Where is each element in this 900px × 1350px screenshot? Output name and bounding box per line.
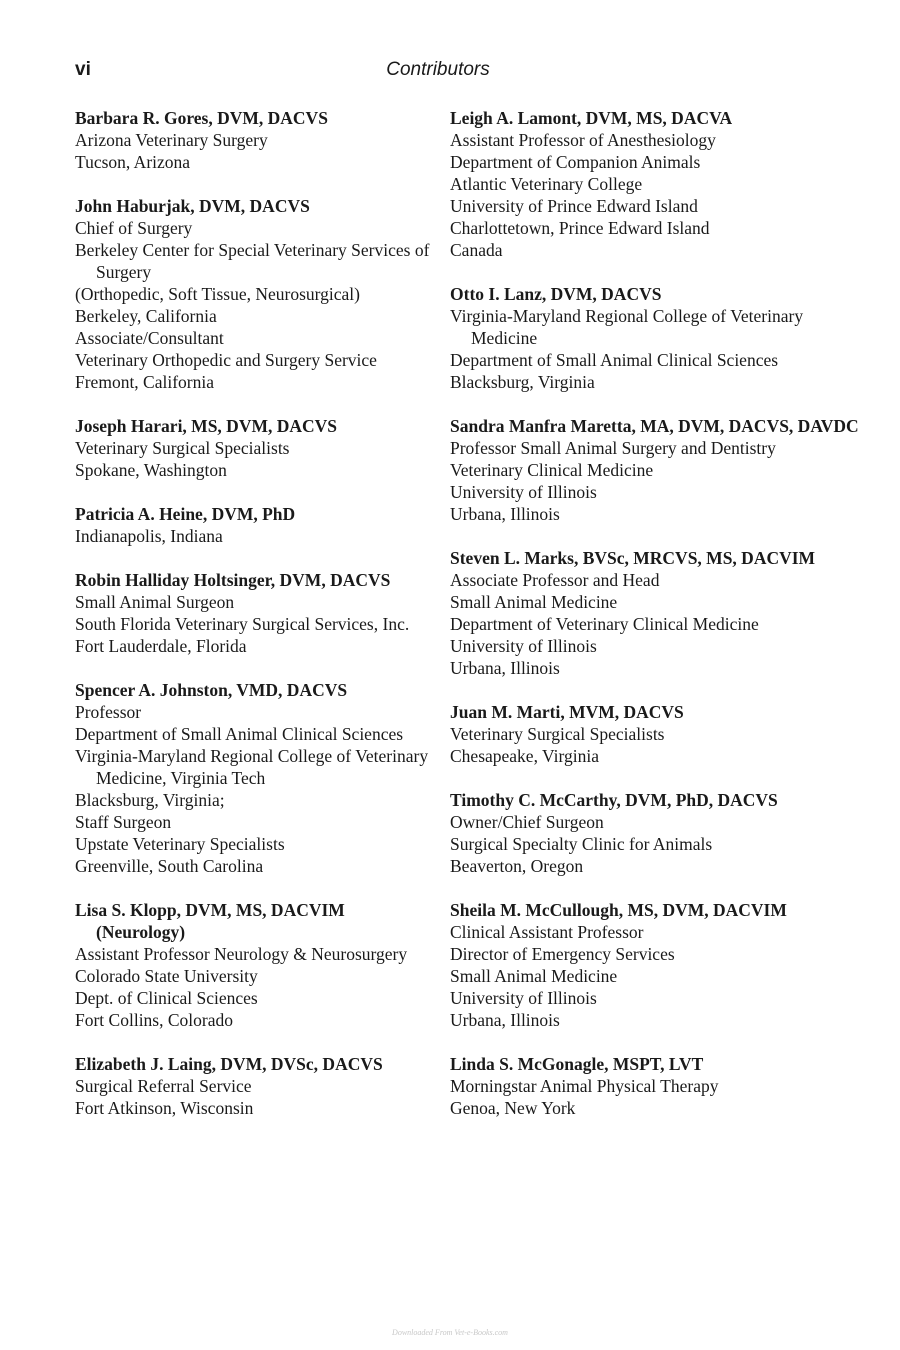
- contributor-affiliation-line: Canada: [450, 240, 503, 260]
- contributor-affiliation-line: Owner/Chief Surgeon: [450, 812, 604, 832]
- contributor-affiliation-line: Chief of Surgery: [75, 218, 193, 238]
- contributor-entry: [450, 107, 870, 261]
- contributor-entry: [75, 503, 435, 547]
- contributor-name: Juan M. Marti, MVM, DACVS: [450, 702, 684, 722]
- contributor-affiliation-line: Charlottetown, Prince Edward Island: [450, 218, 710, 238]
- contributor-entry: [75, 899, 435, 1031]
- contributor-affiliation-line: Berkeley Center for Special Veterinary Services of Surgery: [75, 240, 430, 282]
- contributor-name: Barbara R. Gores, DVM, DACVS: [75, 108, 328, 128]
- contributor-name: Spencer A. Johnston, VMD, DACVS: [75, 680, 348, 700]
- contributor-name: Timothy C. McCarthy, DVM, PhD, DACVS: [450, 790, 778, 810]
- contributor-affiliation-line: Clinical Assistant Professor: [450, 922, 644, 942]
- contributor-affiliation-line: Atlantic Veterinary College: [450, 174, 643, 194]
- contributor-affiliation-line: Virginia-Maryland Regional College of Veterinary Medicine, Virginia Tech: [75, 746, 429, 788]
- contributor-affiliation-line: Veterinary Surgical Specialists: [75, 438, 290, 458]
- contributor-affiliation-line: Berkeley, California: [75, 306, 217, 326]
- contributor-affiliation-line: Department of Small Animal Clinical Sciences: [450, 350, 779, 370]
- contributor-affiliation-line: University of Illinois: [450, 482, 597, 502]
- contributor-name: Leigh A. Lamont, DVM, MS, DACVA: [450, 108, 733, 128]
- contributor-affiliation-line: Fremont, California: [75, 372, 215, 392]
- contributor-affiliation-line: Urbana, Illinois: [450, 504, 560, 524]
- contributor-name: Linda S. McGonagle, MSPT, LVT: [450, 1054, 704, 1074]
- contributor-name: Sandra Manfra Maretta, MA, DVM, DACVS, DAVDC: [450, 416, 859, 436]
- contributor-affiliation-line: Veterinary Surgical Specialists: [450, 724, 665, 744]
- contributor-affiliation-line: Professor: [75, 702, 142, 722]
- contributor-entry: [450, 415, 870, 525]
- contributor-affiliation-line: Urbana, Illinois: [450, 1010, 560, 1030]
- contributor-affiliation-line: Department of Companion Animals: [450, 152, 701, 172]
- contributor-entry: [450, 283, 870, 393]
- contributor-affiliation-line: University of Prince Edward Island: [450, 196, 698, 216]
- contributor-affiliation-line: Tucson, Arizona: [75, 152, 191, 172]
- contributor-affiliation-line: Associate/Consultant: [75, 328, 224, 348]
- contributor-name: Elizabeth J. Laing, DVM, DVSc, DACVS: [75, 1054, 383, 1074]
- contributor-affiliation-line: Beaverton, Oregon: [450, 856, 584, 876]
- contributor-affiliation-line: Staff Surgeon: [75, 812, 172, 832]
- contributors-column-right: [450, 107, 870, 1141]
- contributor-affiliation-line: Fort Atkinson, Wisconsin: [75, 1098, 254, 1118]
- contributor-name: John Haburjak, DVM, DACVS: [75, 196, 310, 216]
- contributor-affiliation-line: Fort Lauderdale, Florida: [75, 636, 247, 656]
- contributor-name: Joseph Harari, MS, DVM, DACVS: [75, 416, 338, 436]
- contributor-affiliation-line: Surgical Specialty Clinic for Animals: [450, 834, 713, 854]
- contributor-name: Sheila M. McCullough, MS, DVM, DACVIM: [450, 900, 787, 920]
- contributor-affiliation-line: Department of Veterinary Clinical Medicine: [450, 614, 759, 634]
- contributor-entry: [75, 195, 435, 393]
- contributor-affiliation-line: University of Illinois: [450, 988, 597, 1008]
- contributor-affiliation-line: Small Animal Medicine: [450, 966, 618, 986]
- contributor-affiliation-line: Genoa, New York: [450, 1098, 576, 1118]
- contributor-affiliation-line: Indianapolis, Indiana: [75, 526, 223, 546]
- contributors-column-left: [75, 107, 435, 1141]
- contributor-affiliation-line: (Orthopedic, Soft Tissue, Neurosurgical): [75, 284, 360, 304]
- contributor-affiliation-line: Veterinary Clinical Medicine: [450, 460, 654, 480]
- footer-watermark: Downloaded From Vet-e-Books.com: [392, 1328, 508, 1337]
- contributor-affiliation-line: Morningstar Animal Physical Therapy: [450, 1076, 719, 1096]
- contributor-affiliation-line: Blacksburg, Virginia;: [75, 790, 225, 810]
- contributor-affiliation-line: Blacksburg, Virginia: [450, 372, 595, 392]
- contributor-affiliation-line: Director of Emergency Services: [450, 944, 675, 964]
- contributor-entry: [75, 415, 435, 481]
- contributor-entry: [450, 1053, 870, 1119]
- contributor-affiliation-line: Dept. of Clinical Sciences: [75, 988, 258, 1008]
- contributor-affiliation-line: Small Animal Medicine: [450, 592, 618, 612]
- contributor-affiliation-line: Assistant Professor Neurology & Neurosurgery: [75, 944, 408, 964]
- contributor-affiliation-line: Associate Professor and Head: [450, 570, 660, 590]
- contributor-entry: [450, 789, 870, 877]
- contributor-affiliation-line: Surgical Referral Service: [75, 1076, 252, 1096]
- contributor-affiliation-line: University of Illinois: [450, 636, 597, 656]
- contributor-affiliation-line: Spokane, Washington: [75, 460, 227, 480]
- contributor-affiliation-line: South Florida Veterinary Surgical Services, Inc.: [75, 614, 410, 634]
- contributor-affiliation-line: Assistant Professor of Anesthesiology: [450, 130, 716, 150]
- contributor-affiliation-line: Arizona Veterinary Surgery: [75, 130, 268, 150]
- contributor-affiliation-line: Urbana, Illinois: [450, 658, 560, 678]
- contributor-affiliation-line: Greenville, South Carolina: [75, 856, 264, 876]
- contributor-affiliation-line: Professor Small Animal Surgery and Dentistry: [450, 438, 776, 458]
- contributor-entry: [75, 1053, 435, 1119]
- contributor-affiliation-line: Veterinary Orthopedic and Surgery Service: [75, 350, 377, 370]
- contributor-name: Otto I. Lanz, DVM, DACVS: [450, 284, 662, 304]
- contributor-affiliation-line: Small Animal Surgeon: [75, 592, 235, 612]
- contributor-name: Lisa S. Klopp, DVM, MS, DACVIM (Neurology): [75, 900, 345, 942]
- contributor-name: Robin Halliday Holtsinger, DVM, DACVS: [75, 570, 391, 590]
- contributor-affiliation-line: Fort Collins, Colorado: [75, 1010, 233, 1030]
- page-number: vi: [75, 59, 91, 80]
- contributor-affiliation-line: Chesapeake, Virginia: [450, 746, 599, 766]
- contributor-entry: [450, 701, 870, 767]
- contributor-entry: [75, 569, 435, 657]
- contributor-name: Patricia A. Heine, DVM, PhD: [75, 504, 296, 524]
- contributor-name: Steven L. Marks, BVSc, MRCVS, MS, DACVIM: [450, 548, 816, 568]
- contributor-entry: [450, 547, 870, 679]
- running-head-title: Contributors: [386, 59, 490, 80]
- contributor-affiliation-line: Department of Small Animal Clinical Sciences: [75, 724, 404, 744]
- contributor-affiliation-line: Colorado State University: [75, 966, 258, 986]
- contributor-entry: [75, 107, 435, 173]
- contributor-affiliation-line: Upstate Veterinary Specialists: [75, 834, 285, 854]
- contributor-affiliation-line: Virginia-Maryland Regional College of Veterinary Medicine: [450, 306, 804, 348]
- contributor-entry: [75, 679, 435, 877]
- contributor-entry: [450, 899, 870, 1031]
